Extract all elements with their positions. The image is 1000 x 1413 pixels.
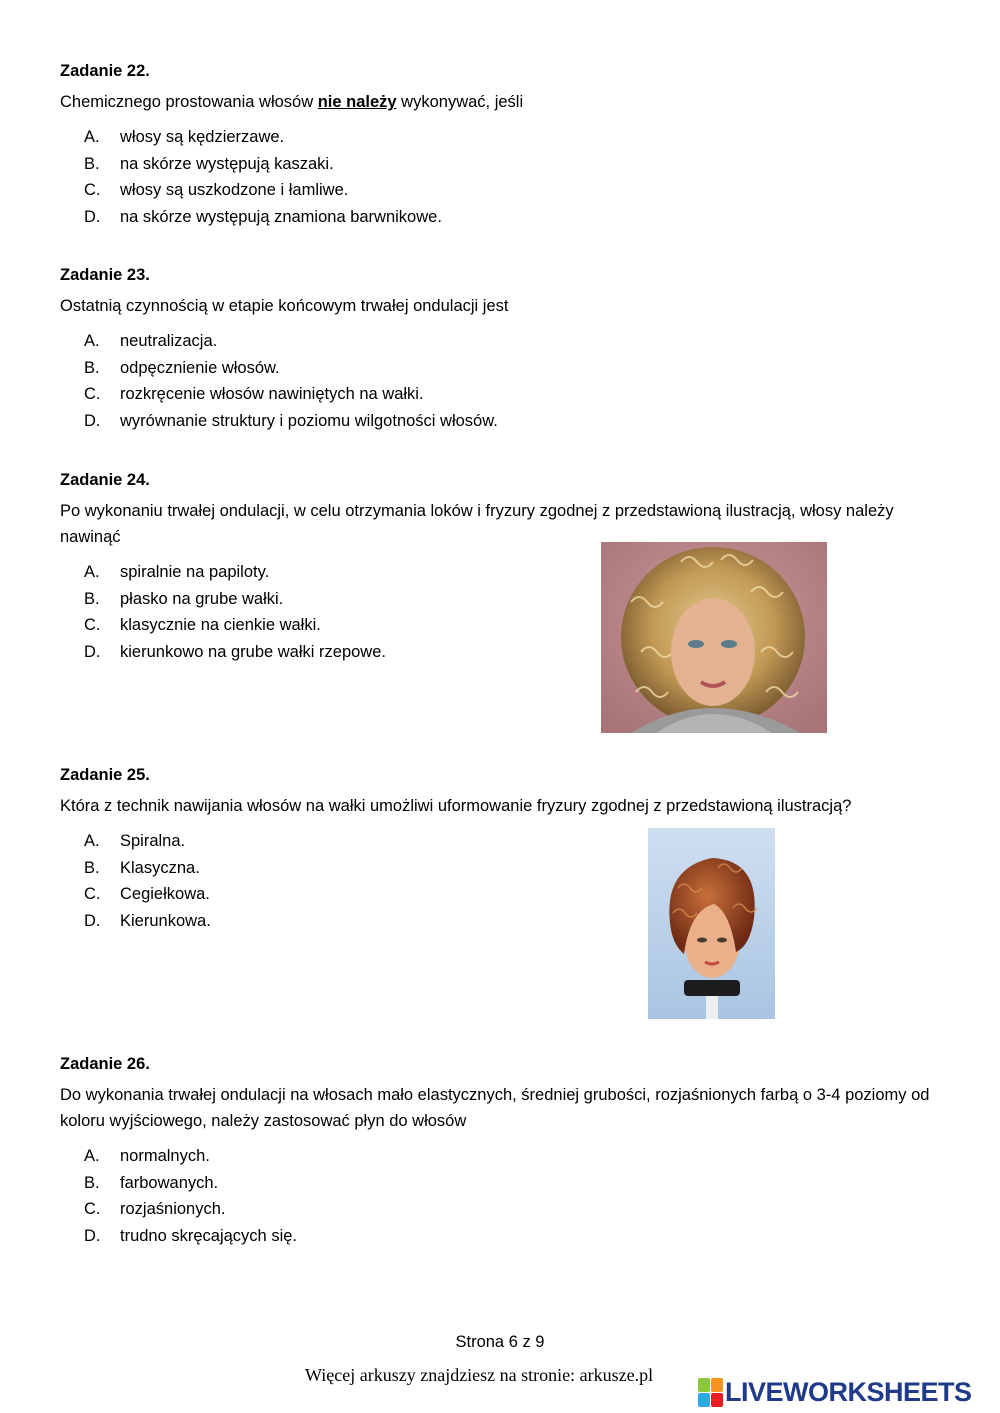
task-stem — [60, 89, 950, 115]
option-letter: B. — [84, 589, 100, 608]
option-letter: B. — [84, 1173, 100, 1192]
option-letter: A. — [84, 563, 100, 581]
option-a[interactable] — [60, 828, 950, 855]
liveworksheets-logo[interactable] — [698, 1376, 972, 1408]
options-list — [60, 328, 950, 434]
mark-square — [698, 1393, 710, 1407]
option-letter: D. — [84, 207, 101, 226]
option-text: na skórze występują znamiona barwnikowe. — [120, 207, 442, 226]
option-text: włosy są kędzierzawe. — [120, 128, 285, 146]
stem-emphasis: nie należy — [317, 93, 397, 111]
option-text: Klasyczna. — [120, 858, 200, 877]
option-a[interactable] — [60, 328, 950, 355]
option-letter: A. — [84, 332, 100, 350]
options-list — [60, 828, 950, 934]
options-list — [60, 124, 950, 230]
curly-hairstyle-photo — [601, 542, 827, 733]
option-b[interactable] — [60, 855, 950, 882]
option-letter: C. — [84, 885, 101, 903]
task-stem: Do wykonania trwałej ondulacji na włosach mało elastycznych, średniej grubości, rozjaśnionych farbą o 3-4 poziomy od koloru wyjściowego, należy zastosować płyn do włosów — [60, 1086, 930, 1130]
task-title: Zadanie 26. — [60, 1055, 150, 1073]
liveworksheets-wordmark: LIVEWORKSHEETS — [725, 1376, 972, 1407]
options-list — [60, 1143, 950, 1249]
stem-text: Chemicznego prostowania włosów — [60, 93, 318, 111]
task-22 — [60, 60, 950, 230]
option-text: klasycznie na cienkie wałki. — [120, 616, 321, 634]
option-text: odpęcznienie włosów. — [120, 358, 280, 377]
task-stem: Po wykonaniu trwałej ondulacji, w celu otrzymania loków i fryzury zgodnej z przedstawioną ilustracją, włosy należy nawinąć — [60, 502, 894, 546]
option-text: na skórze występują kaszaki. — [120, 154, 334, 173]
option-text: spiralnie na papiloty. — [120, 563, 270, 581]
mannequin-hairstyle-photo — [648, 828, 775, 1019]
option-letter: A. — [84, 128, 100, 146]
option-letter: A. — [84, 1147, 100, 1165]
task-stem: Która z technik nawijania włosów na wałki umożliwi uformowanie fryzury zgodnej z przedstawioną ilustracją? — [60, 797, 852, 815]
option-c[interactable] — [60, 881, 950, 908]
curly-hairstyle-image — [601, 542, 827, 733]
option-c[interactable] — [60, 1196, 950, 1223]
option-text: Cegiełkowa. — [120, 885, 210, 903]
stem-text: wykonywać, jeśli — [396, 93, 524, 111]
option-text: Kierunkowa. — [120, 911, 211, 930]
option-text: rozjaśnionych. — [120, 1200, 226, 1218]
mannequin-hairstyle-image — [648, 828, 775, 1019]
task-26 — [60, 1053, 950, 1249]
option-letter: D. — [84, 642, 101, 661]
page-number: Strona 6 z 9 — [455, 1333, 545, 1351]
option-letter: C. — [84, 616, 101, 634]
task-stem: Ostatnią czynnością w etapie końcowym trwałej ondulacji jest — [60, 297, 509, 315]
option-letter: C. — [84, 181, 101, 199]
task-title: Zadanie 25. — [60, 766, 150, 784]
option-text: Spiralna. — [120, 832, 186, 850]
task-25 — [60, 764, 950, 934]
option-letter: D. — [84, 411, 101, 430]
task-title: Zadanie 24. — [60, 471, 150, 489]
task-title: Zadanie 23. — [60, 266, 150, 284]
option-letter: C. — [84, 1200, 101, 1218]
option-b[interactable] — [60, 355, 950, 382]
option-text: włosy są uszkodzone i łamliwe. — [120, 181, 349, 199]
option-text: kierunkowo na grube wałki rzepowe. — [120, 642, 386, 661]
option-a[interactable] — [60, 124, 950, 151]
mark-square — [711, 1393, 723, 1407]
task-title: Zadanie 22. — [60, 62, 150, 80]
option-text: neutralizacja. — [120, 332, 218, 350]
option-letter: B. — [84, 858, 100, 877]
footer-note: Więcej arkuszy znajdziesz na stronie: arkusze.pl — [305, 1365, 654, 1385]
mark-square — [698, 1378, 710, 1392]
option-b[interactable] — [60, 1170, 950, 1197]
option-d[interactable] — [60, 408, 950, 435]
option-letter: C. — [84, 385, 101, 403]
option-d[interactable] — [60, 1223, 950, 1250]
option-d[interactable] — [60, 204, 950, 231]
option-text: normalnych. — [120, 1147, 210, 1165]
task-23 — [60, 264, 950, 434]
option-d[interactable] — [60, 908, 950, 935]
option-letter: A. — [84, 832, 100, 850]
option-letter: D. — [84, 911, 101, 930]
option-text: trudno skręcających się. — [120, 1226, 297, 1245]
option-a[interactable] — [60, 1143, 950, 1170]
option-letter: B. — [84, 358, 100, 377]
option-text: farbowanych. — [120, 1173, 219, 1192]
mark-square — [711, 1378, 723, 1392]
option-c[interactable] — [60, 177, 950, 204]
option-text: wyrównanie struktury i poziomu wilgotności włosów. — [120, 411, 498, 430]
liveworksheets-mark-icon — [698, 1378, 722, 1406]
option-c[interactable] — [60, 381, 950, 408]
option-letter: D. — [84, 1226, 101, 1245]
option-b[interactable] — [60, 151, 950, 178]
option-text: rozkręcenie włosów nawiniętych na wałki. — [120, 385, 424, 403]
option-letter: B. — [84, 154, 100, 173]
option-text: płasko na grube wałki. — [120, 589, 284, 608]
